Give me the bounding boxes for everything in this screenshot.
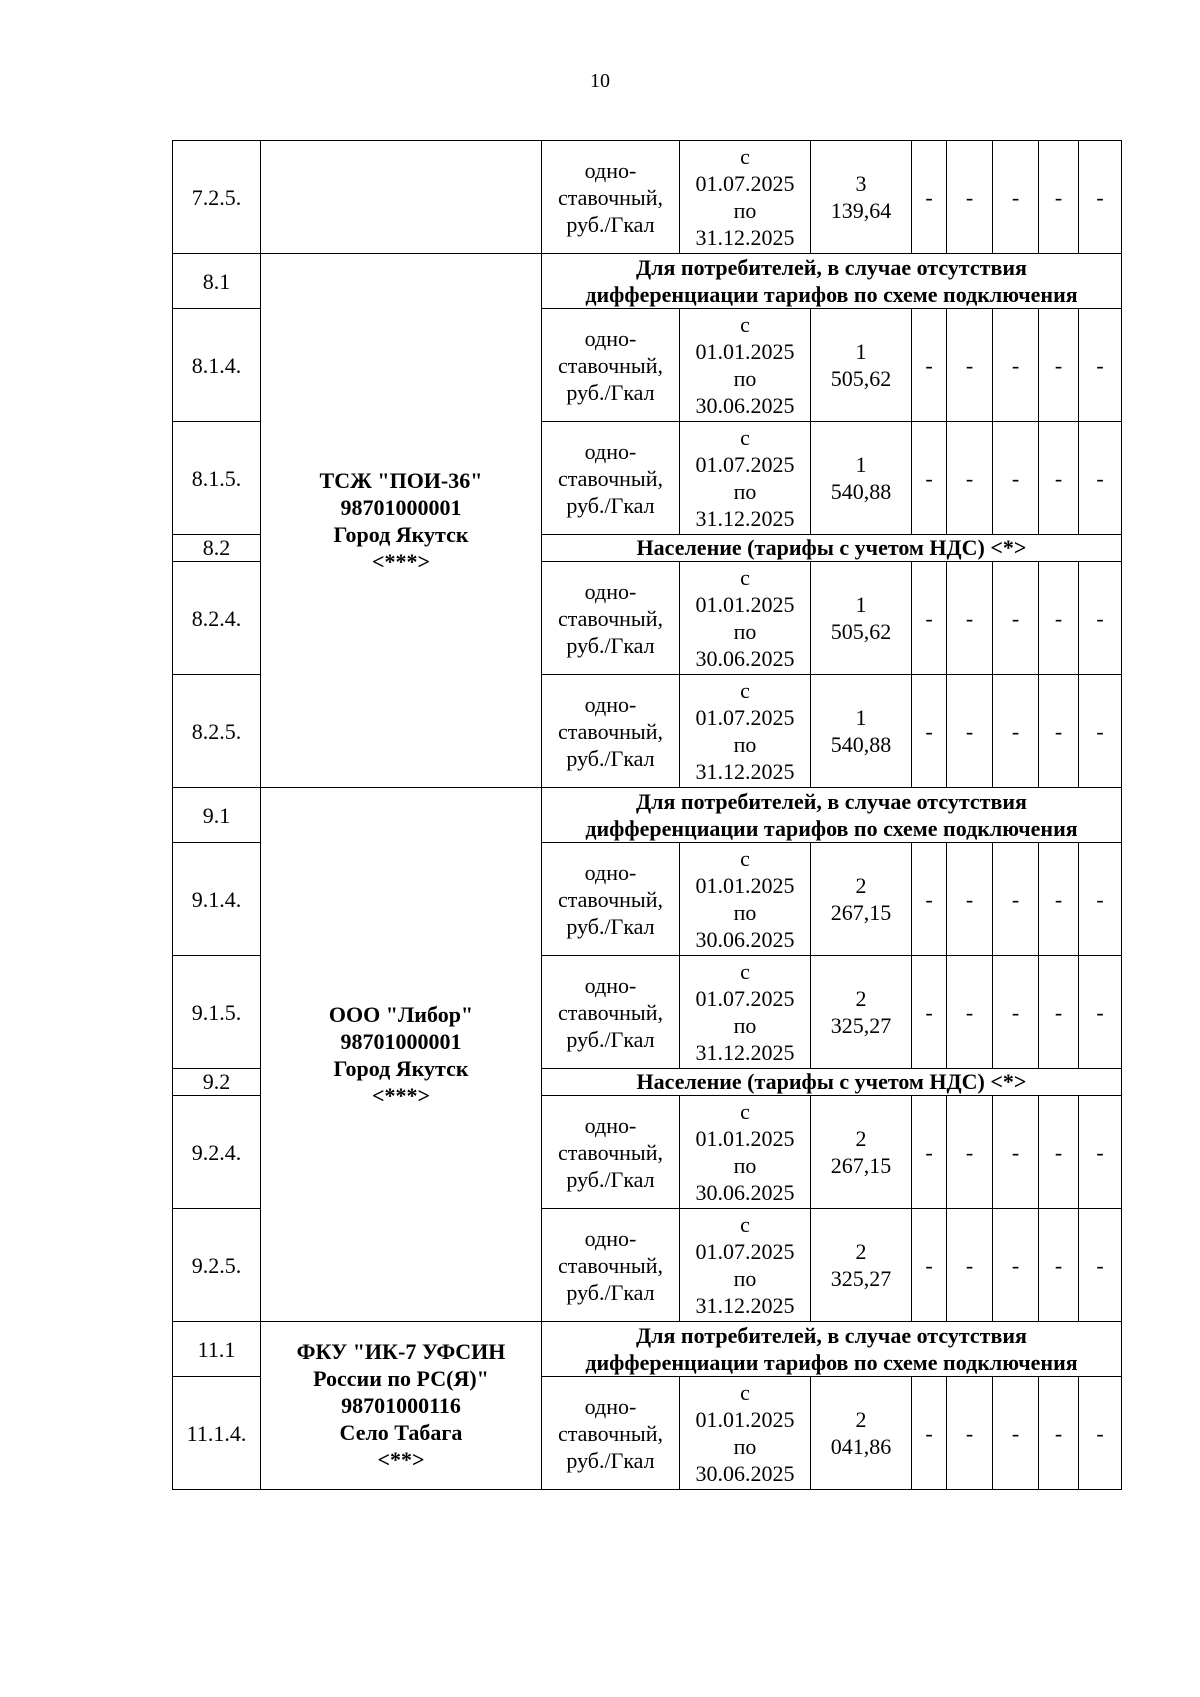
empty-value-cell: - [947,1377,993,1490]
consumer-group-header: Для потребителей, в случае отсутствия дифференциации тарифов по схеме подключения [542,254,1122,309]
rate-type-cell: одно- ставочный, руб./Гкал [542,309,680,422]
row-number: 9.1.4. [173,843,261,956]
empty-value-cell: - [947,309,993,422]
tariff-value-cell: 1 540,88 [811,675,912,788]
row-number: 8.1 [173,254,261,309]
empty-value-cell: - [1079,141,1122,254]
empty-value-cell: - [912,309,947,422]
tariff-value-cell: 3 139,64 [811,141,912,254]
empty-value-cell: - [1039,675,1079,788]
empty-value-cell: - [1079,1377,1122,1490]
organization-cell: ТСЖ "ПОИ-36" 98701000001 Город Якутск <***> [261,254,542,788]
empty-value-cell: - [947,562,993,675]
rate-type-cell: одно- ставочный, руб./Гкал [542,956,680,1069]
empty-value-cell: - [1079,1209,1122,1322]
empty-value-cell: - [912,843,947,956]
empty-value-cell: - [912,562,947,675]
empty-value-cell: - [1039,1209,1079,1322]
organization-cell: ООО "Либор" 98701000001 Город Якутск <***> [261,788,542,1322]
empty-value-cell: - [993,422,1039,535]
rate-type-cell: одно- ставочный, руб./Гкал [542,141,680,254]
empty-value-cell: - [993,956,1039,1069]
row-number: 9.1.5. [173,956,261,1069]
rate-type-cell: одно- ставочный, руб./Гкал [542,1377,680,1490]
population-group-header: Население (тарифы с учетом НДС) <*> [542,535,1122,562]
empty-value-cell: - [993,309,1039,422]
tariff-value-cell: 1 540,88 [811,422,912,535]
tariff-value-cell: 2 267,15 [811,1096,912,1209]
tariff-table [172,140,1122,1490]
tariff-table-body [173,141,1122,1490]
period-cell: с 01.07.2025 по 31.12.2025 [680,1209,811,1322]
empty-value-cell: - [1079,1096,1122,1209]
period-cell: с 01.01.2025 по 30.06.2025 [680,309,811,422]
empty-value-cell: - [912,675,947,788]
period-cell: с 01.07.2025 по 31.12.2025 [680,141,811,254]
tariff-value-cell: 2 267,15 [811,843,912,956]
consumer-group-header: Для потребителей, в случае отсутствия дифференциации тарифов по схеме подключения [542,788,1122,843]
empty-value-cell: - [912,956,947,1069]
period-cell: с 01.07.2025 по 31.12.2025 [680,422,811,535]
empty-value-cell: - [1079,843,1122,956]
empty-value-cell: - [947,1096,993,1209]
empty-value-cell: - [1039,141,1079,254]
row-number: 8.1.4. [173,309,261,422]
empty-value-cell: - [1039,956,1079,1069]
empty-value-cell: - [993,843,1039,956]
period-cell: с 01.01.2025 по 30.06.2025 [680,843,811,956]
rate-type-cell: одно- ставочный, руб./Гкал [542,675,680,788]
empty-value-cell: - [947,675,993,788]
empty-value-cell: - [1079,422,1122,535]
row-number: 8.2 [173,535,261,562]
row-number: 8.2.4. [173,562,261,675]
empty-value-cell: - [947,141,993,254]
period-cell: с 01.07.2025 по 31.12.2025 [680,956,811,1069]
empty-value-cell: - [1039,309,1079,422]
empty-value-cell: - [1039,843,1079,956]
empty-value-cell: - [1079,675,1122,788]
empty-value-cell: - [993,562,1039,675]
consumer-group-header: Для потребителей, в случае отсутствия дифференциации тарифов по схеме подключения [542,1322,1122,1377]
row-number: 8.2.5. [173,675,261,788]
row-number: 9.2.4. [173,1096,261,1209]
row-number: 9.2 [173,1069,261,1096]
organization-cell [261,141,542,254]
empty-value-cell: - [1039,422,1079,535]
empty-value-cell: - [912,141,947,254]
empty-value-cell: - [993,141,1039,254]
empty-value-cell: - [947,422,993,535]
empty-value-cell: - [912,1096,947,1209]
empty-value-cell: - [1039,1096,1079,1209]
tariff-value-cell: 1 505,62 [811,309,912,422]
page-number: 10 [590,70,610,92]
period-cell: с 01.07.2025 по 31.12.2025 [680,675,811,788]
row-number: 9.1 [173,788,261,843]
rate-type-cell: одно- ставочный, руб./Гкал [542,1096,680,1209]
row-number: 7.2.5. [173,141,261,254]
population-group-header: Население (тарифы с учетом НДС) <*> [542,1069,1122,1096]
period-cell: с 01.01.2025 по 30.06.2025 [680,562,811,675]
empty-value-cell: - [1079,956,1122,1069]
group-header-row [173,788,1122,843]
tariff-value-cell: 1 505,62 [811,562,912,675]
rate-type-cell: одно- ставочный, руб./Гкал [542,1209,680,1322]
empty-value-cell: - [947,1209,993,1322]
row-number: 8.1.5. [173,422,261,535]
period-cell: с 01.01.2025 по 30.06.2025 [680,1377,811,1490]
empty-value-cell: - [912,422,947,535]
row-number: 11.1 [173,1322,261,1377]
group-header-row [173,254,1122,309]
empty-value-cell: - [912,1377,947,1490]
tariff-value-cell: 2 325,27 [811,1209,912,1322]
empty-value-cell: - [1039,562,1079,675]
empty-value-cell: - [993,675,1039,788]
row-number: 11.1.4. [173,1377,261,1490]
empty-value-cell: - [1079,309,1122,422]
empty-value-cell: - [993,1377,1039,1490]
organization-cell: ФКУ "ИК-7 УФСИН России по РС(Я)" 98701000116 Село Табага <**> [261,1322,542,1490]
empty-value-cell: - [912,1209,947,1322]
empty-value-cell: - [947,956,993,1069]
empty-value-cell: - [993,1209,1039,1322]
tariff-value-cell: 2 041,86 [811,1377,912,1490]
empty-value-cell: - [947,843,993,956]
empty-value-cell: - [1039,1377,1079,1490]
rate-type-cell: одно- ставочный, руб./Гкал [542,562,680,675]
period-cell: с 01.01.2025 по 30.06.2025 [680,1096,811,1209]
table-row [173,141,1122,254]
group-header-row [173,1322,1122,1377]
tariff-value-cell: 2 325,27 [811,956,912,1069]
empty-value-cell: - [1079,562,1122,675]
row-number: 9.2.5. [173,1209,261,1322]
rate-type-cell: одно- ставочный, руб./Гкал [542,843,680,956]
rate-type-cell: одно- ставочный, руб./Гкал [542,422,680,535]
empty-value-cell: - [993,1096,1039,1209]
